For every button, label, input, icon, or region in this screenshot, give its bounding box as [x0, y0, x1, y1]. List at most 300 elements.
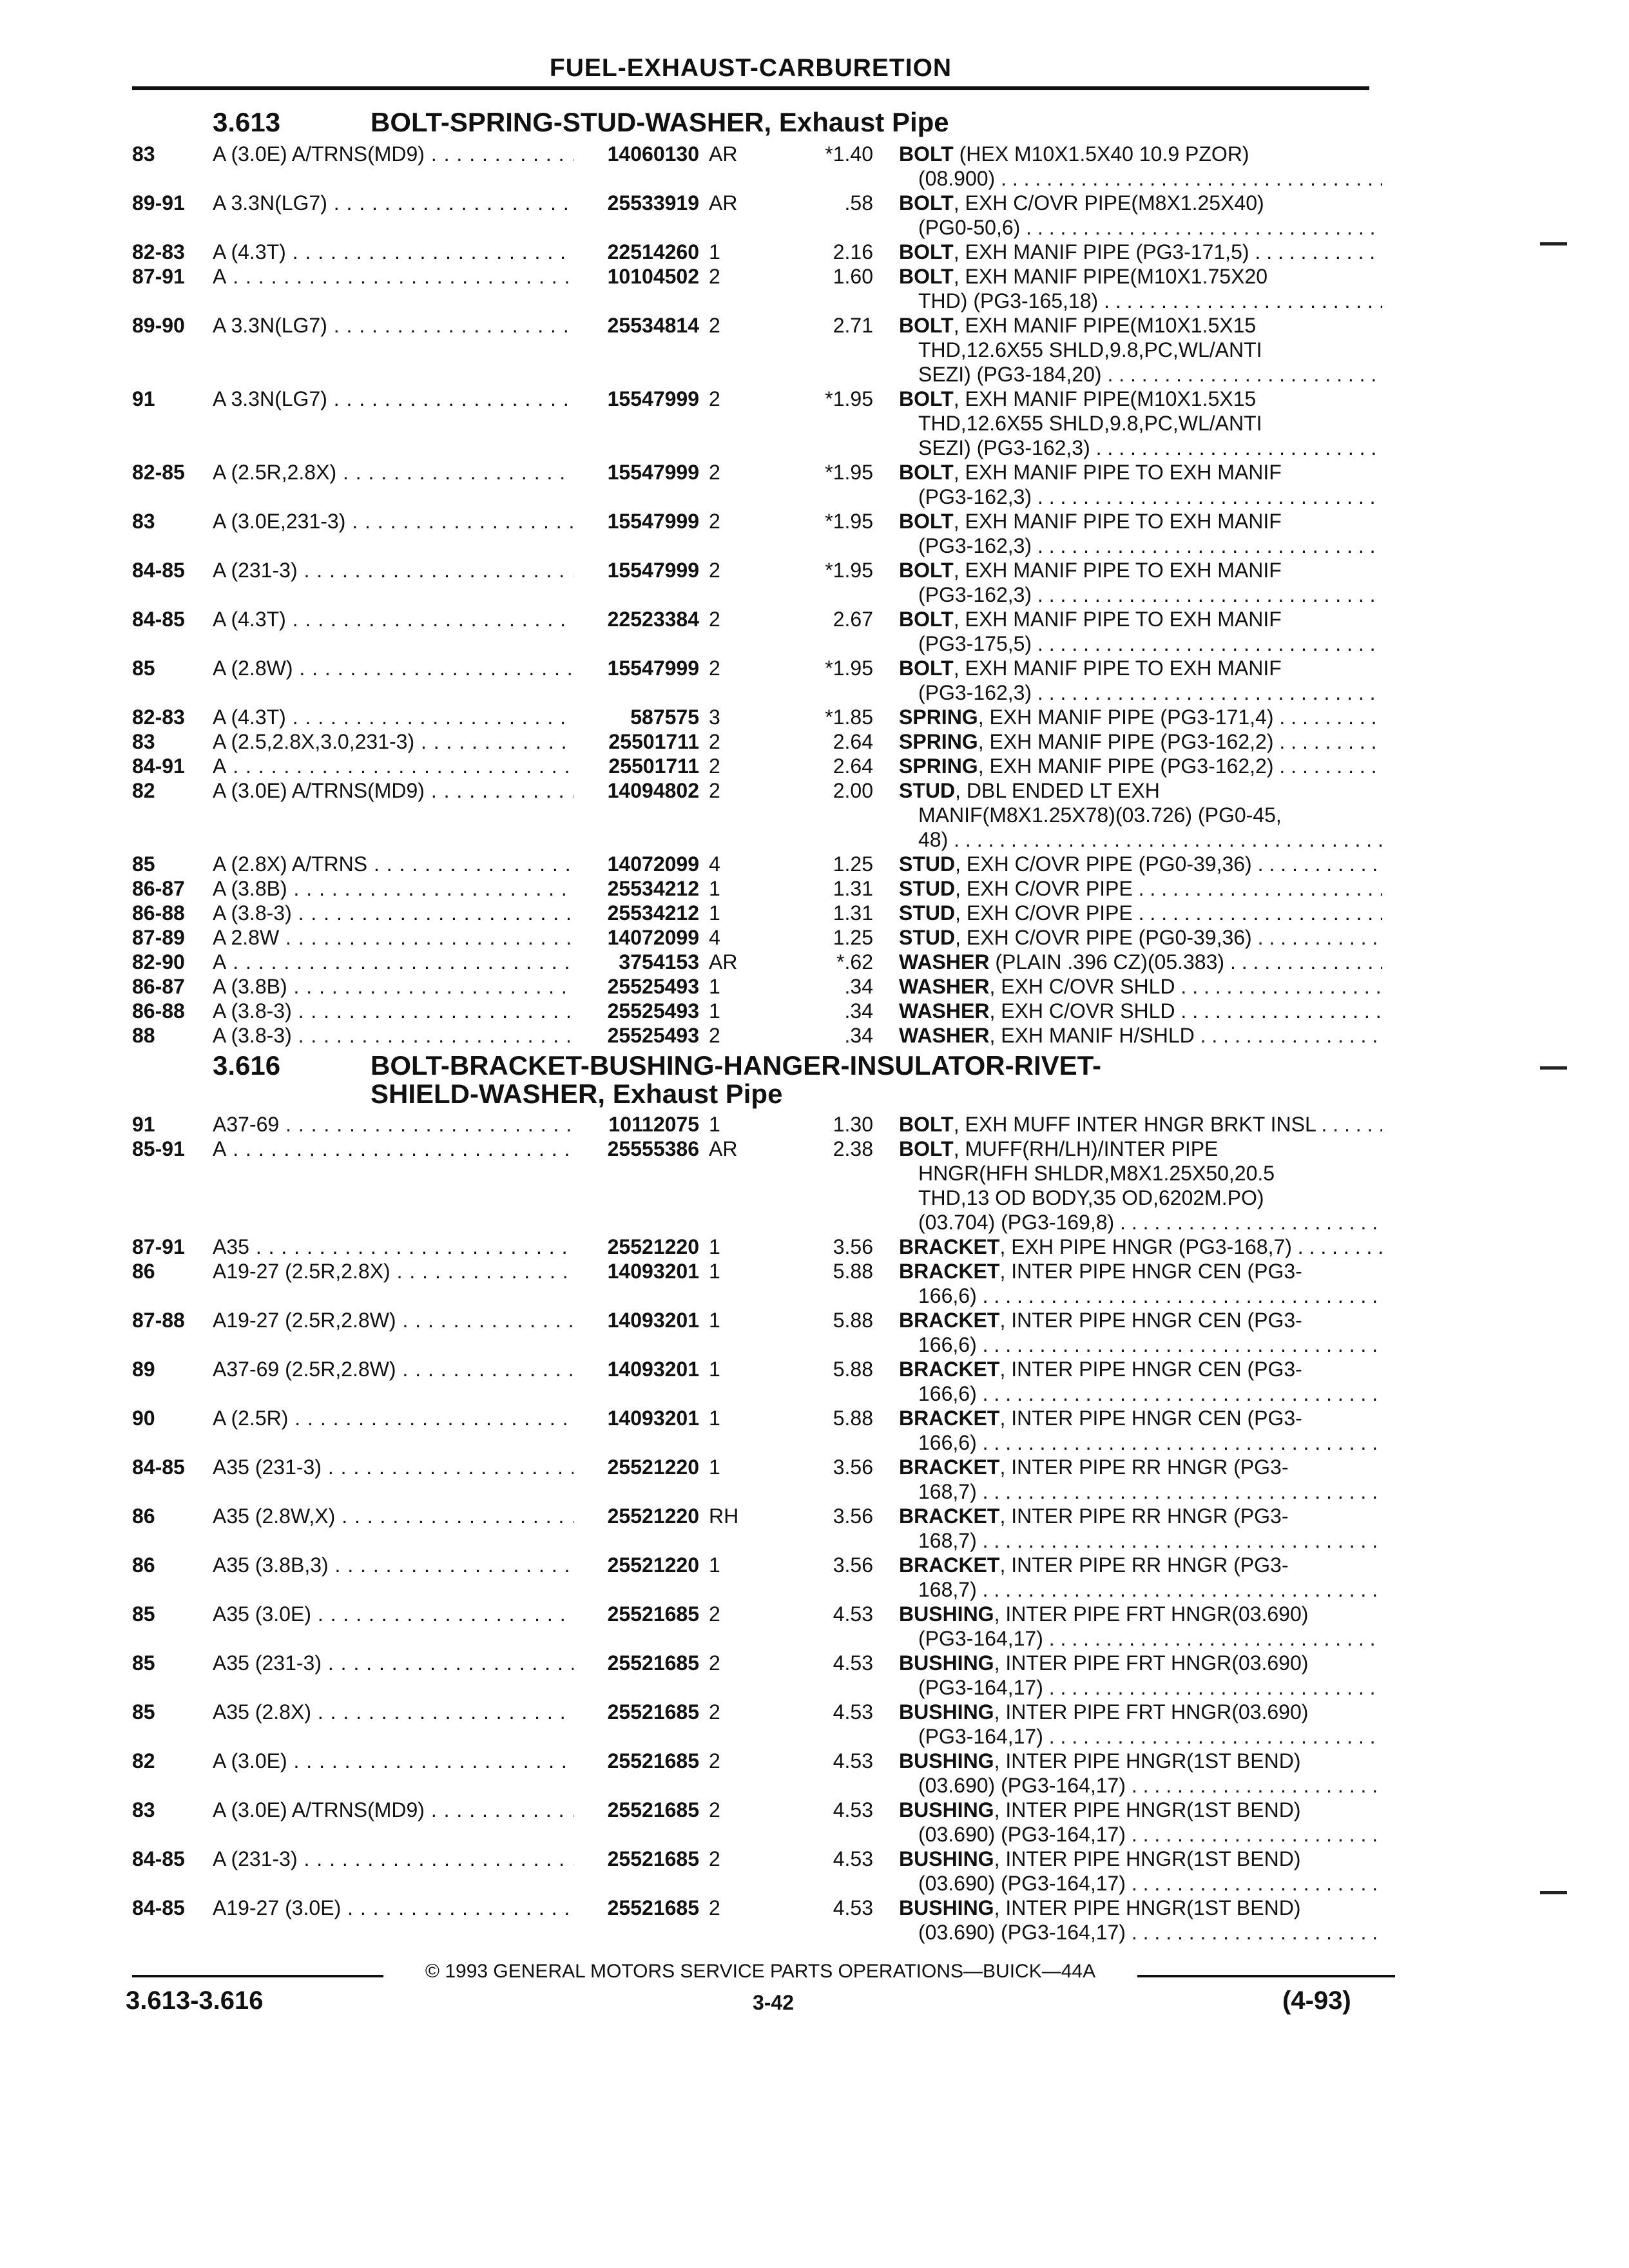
- description-line: BUSHING, INTER PIPE FRT HNGR(03.690): [899, 1700, 1309, 1724]
- part-description: [899, 558, 1382, 607]
- part-number: 25501711: [608, 730, 699, 753]
- description-line: BOLT, EXH C/OVR PIPE(M8X1.25X40): [899, 191, 1264, 215]
- quantity: 1: [709, 975, 720, 998]
- footer-rule: [1137, 1975, 1395, 1977]
- part-number: 14094802: [607, 779, 699, 802]
- part-description: [899, 1749, 1382, 1798]
- model-applicability: A (3.8-3) . . .: [213, 1023, 574, 1048]
- part-number: 14093201: [607, 1260, 699, 1283]
- model-years: 83: [132, 730, 155, 753]
- description-line: STUD, EXH C/OVR PIPE . . .: [899, 876, 1382, 901]
- part-keyword: BOLT: [899, 314, 954, 337]
- model-applicability: A 3.3N(LG7) . . .: [213, 387, 574, 411]
- model-years: 82: [132, 779, 155, 802]
- description-line: BOLT, EXH MANIF PIPE TO EXH MANIF: [899, 461, 1282, 484]
- part-description: [899, 656, 1382, 705]
- section-title-3616: [213, 1050, 1101, 1109]
- part-description: [899, 1406, 1382, 1455]
- description-line: BRACKET, INTER PIPE HNGR CEN (PG3-: [899, 1260, 1302, 1283]
- part-number: 3754153: [619, 950, 699, 974]
- price: *1.85: [825, 706, 873, 729]
- model-years: 89-90: [132, 314, 185, 337]
- quantity: AR: [709, 1137, 738, 1160]
- model-applicability: A35 (231-3) . . .: [213, 1651, 574, 1675]
- part-description: [899, 1023, 1382, 1048]
- part-keyword: BRACKET: [899, 1309, 1000, 1332]
- model-applicability: A . . .: [213, 950, 574, 974]
- part-keyword: BRACKET: [899, 1235, 1000, 1258]
- model-years: 86-88: [132, 901, 185, 925]
- margin-mark: [1540, 1891, 1567, 1894]
- part-keyword: STUD: [899, 877, 956, 900]
- part-number: 10104502: [607, 265, 699, 288]
- part-keyword: BUSHING: [899, 1700, 994, 1724]
- part-keyword: BRACKET: [899, 1358, 1000, 1381]
- part-number: 25525493: [607, 999, 699, 1023]
- quantity: 3: [709, 706, 720, 729]
- description-line: 168,7) . . .: [899, 1528, 1382, 1553]
- part-description: [899, 1700, 1382, 1749]
- price: 4.53: [833, 1651, 873, 1675]
- model-applicability: A . . .: [213, 754, 574, 778]
- quantity: AR: [709, 191, 738, 215]
- model-applicability: A (2.5,2.8X,3.0,231-3) . . .: [213, 729, 574, 754]
- description-line: THD) (PG3-165,18) . . .: [899, 289, 1382, 313]
- model-applicability: A (3.0E) A/TRNS(MD9) . . .: [213, 142, 574, 166]
- model-years: 82-85: [132, 461, 185, 484]
- part-number: 25525493: [607, 975, 699, 998]
- part-description: [899, 313, 1382, 387]
- description-line: BUSHING, INTER PIPE HNGR(1ST BEND): [899, 1847, 1301, 1870]
- description-line: WASHER, EXH MANIF H/SHLD . . .: [899, 1023, 1382, 1048]
- part-keyword: BOLT: [899, 240, 954, 264]
- description-line: (03.690) (PG3-164,17) . . .: [899, 1920, 1382, 1945]
- footer-rule: [132, 1975, 383, 1977]
- price: 3.56: [833, 1504, 873, 1528]
- description-line: BOLT, EXH MUFF INTER HNGR BRKT INSL . . .: [899, 1112, 1382, 1137]
- model-years: 86-87: [132, 975, 185, 998]
- model-years: 87-89: [132, 926, 185, 949]
- part-number: 14060130: [607, 142, 699, 166]
- price: *1.95: [825, 559, 873, 582]
- part-keyword: BOLT: [899, 657, 954, 680]
- description-line: (03.704) (PG3-169,8) . . .: [899, 1210, 1382, 1235]
- part-description: [899, 999, 1382, 1023]
- part-description: [899, 1504, 1382, 1553]
- quantity: 2: [709, 1896, 720, 1919]
- description-line: BOLT (HEX M10X1.5X40 10.9 PZOR): [899, 142, 1249, 166]
- part-number: 14072099: [607, 926, 699, 949]
- part-number: 14093201: [607, 1309, 699, 1332]
- part-keyword: BOLT: [899, 142, 954, 166]
- model-applicability: A (3.8B) . . .: [213, 876, 574, 901]
- description-line: BOLT, EXH MANIF PIPE(M10X1.5X15: [899, 387, 1257, 410]
- description-line: 166,6) . . .: [899, 1430, 1382, 1455]
- part-description: [899, 1308, 1382, 1357]
- part-number: 25501711: [608, 754, 699, 778]
- model-years: 82: [132, 1749, 155, 1773]
- part-number: 25555386: [607, 1137, 699, 1160]
- model-years: 91: [132, 387, 155, 410]
- section-number: 3.613: [213, 107, 281, 137]
- quantity: 1: [709, 1553, 720, 1577]
- margin-mark: [1540, 242, 1567, 245]
- part-description: [899, 950, 1382, 974]
- model-applicability: A (3.0E) A/TRNS(MD9) . . .: [213, 1798, 574, 1822]
- quantity: 2: [709, 559, 720, 582]
- quantity: 2: [709, 657, 720, 680]
- description-line: STUD, EXH C/OVR PIPE . . .: [899, 901, 1382, 925]
- part-keyword: BUSHING: [899, 1749, 994, 1773]
- part-keyword: STUD: [899, 901, 956, 925]
- part-number: 25521685: [607, 1798, 699, 1821]
- part-description: [899, 901, 1382, 925]
- model-years: 85: [132, 852, 155, 876]
- model-years: 83: [132, 142, 155, 166]
- price: 4.53: [833, 1798, 873, 1821]
- description-line: BOLT, MUFF(RH/LH)/INTER PIPE: [899, 1137, 1219, 1160]
- description-line: SPRING, EXH MANIF PIPE (PG3-171,4) . . .: [899, 705, 1382, 729]
- description-line: 166,6) . . .: [899, 1332, 1382, 1357]
- quantity: 2: [709, 314, 720, 337]
- model-applicability: A19-27 (3.0E) . . .: [213, 1896, 574, 1920]
- quantity: 2: [709, 1024, 720, 1047]
- description-line: BRACKET, EXH PIPE HNGR (PG3-168,7) . . .: [899, 1235, 1382, 1259]
- quantity: 2: [709, 387, 720, 410]
- model-applicability: A 2.8W . . .: [213, 925, 574, 950]
- part-keyword: STUD: [899, 852, 956, 876]
- description-line: 166,6) . . .: [899, 1381, 1382, 1406]
- part-number: 25521220: [607, 1456, 699, 1479]
- description-line: (PG3-164,17) . . .: [899, 1724, 1382, 1749]
- price: 5.88: [833, 1358, 873, 1381]
- model-years: 82-83: [132, 706, 185, 729]
- page-number: 3-42: [752, 1991, 795, 2014]
- part-keyword: BOLT: [899, 559, 954, 582]
- price: 3.56: [833, 1235, 873, 1258]
- description-line: BRACKET, INTER PIPE HNGR CEN (PG3-: [899, 1358, 1302, 1381]
- model-years: 84-85: [132, 1847, 185, 1870]
- model-years: 87-88: [132, 1309, 185, 1332]
- quantity: AR: [709, 142, 738, 166]
- part-keyword: BRACKET: [899, 1553, 1000, 1577]
- quantity: AR: [709, 950, 738, 974]
- description-line: SPRING, EXH MANIF PIPE (PG3-162,2) . . .: [899, 729, 1382, 754]
- part-number: 25534212: [607, 901, 699, 925]
- description-line: 168,7) . . .: [899, 1479, 1382, 1504]
- quantity: 2: [709, 1847, 720, 1870]
- section-kind: Exhaust Pipe: [778, 107, 949, 137]
- description-line: (PG3-164,17) . . .: [899, 1626, 1382, 1651]
- description-line: 48) . . .: [899, 827, 1382, 852]
- part-description: [899, 1259, 1382, 1308]
- part-number: 15547999: [607, 559, 699, 582]
- price: 1.25: [833, 852, 873, 876]
- model-applicability: A (2.5R,2.8X) . . .: [213, 460, 574, 485]
- description-line: BOLT, EXH MANIF PIPE TO EXH MANIF: [899, 657, 1282, 680]
- quantity: 1: [709, 999, 720, 1023]
- model-applicability: A35 (231-3) . . .: [213, 1455, 574, 1479]
- part-description: [899, 876, 1382, 901]
- model-applicability: A19-27 (2.5R,2.8W) . . .: [213, 1308, 574, 1332]
- part-description: [899, 1798, 1382, 1847]
- part-number: 25525493: [607, 1024, 699, 1047]
- price: 4.53: [833, 1602, 873, 1626]
- price: 2.64: [833, 730, 873, 753]
- quantity: 2: [709, 730, 720, 753]
- description-line: WASHER, EXH C/OVR SHLD . . .: [899, 999, 1382, 1023]
- price: 3.56: [833, 1553, 873, 1577]
- part-keyword: BRACKET: [899, 1456, 1000, 1479]
- model-years: 83: [132, 1798, 155, 1821]
- price: .34: [844, 999, 873, 1023]
- footer-copyright: © 1993 GENERAL MOTORS SERVICE PARTS OPERATIONS—BUICK—44A: [425, 1961, 1096, 1982]
- model-applicability: A (4.3T) . . .: [213, 240, 574, 264]
- model-applicability: A35 . . .: [213, 1235, 574, 1259]
- part-keyword: BOLT: [899, 265, 954, 288]
- part-number: 25521685: [607, 1847, 699, 1870]
- quantity: 4: [709, 852, 720, 876]
- model-applicability: A 3.3N(LG7) . . .: [213, 191, 574, 215]
- part-keyword: WASHER: [899, 999, 990, 1023]
- model-applicability: A (2.5R) . . .: [213, 1406, 574, 1430]
- quantity: 1: [709, 1260, 720, 1283]
- part-number: 15547999: [607, 510, 699, 533]
- description-line: (03.690) (PG3-164,17) . . .: [899, 1871, 1382, 1896]
- description-line: BRACKET, INTER PIPE RR HNGR (PG3-: [899, 1504, 1289, 1528]
- part-description: [899, 387, 1382, 460]
- part-number: 14093201: [607, 1407, 699, 1430]
- price: 2.38: [833, 1137, 873, 1160]
- description-line: THD,12.6X55 SHLD,9.8,PC,WL/ANTI: [918, 338, 1262, 361]
- quantity: 2: [709, 1700, 720, 1724]
- section-kind: Exhaust Pipe: [612, 1079, 783, 1109]
- part-description: [899, 1896, 1382, 1945]
- part-keyword: BUSHING: [899, 1602, 994, 1626]
- price: .34: [844, 1024, 873, 1047]
- model-years: 85: [132, 1602, 155, 1626]
- description-line: MANIF(M8X1.25X78)(03.726) (PG0-45,: [918, 803, 1282, 827]
- part-number: 587575: [630, 706, 699, 729]
- quantity: 1: [709, 1407, 720, 1430]
- model-applicability: A35 (3.8B,3) . . .: [213, 1553, 574, 1577]
- section-number: 3.616: [213, 1050, 281, 1081]
- part-number: 14072099: [607, 852, 699, 876]
- part-number: 25521685: [607, 1749, 699, 1773]
- quantity: 1: [709, 240, 720, 264]
- model-years: 84-85: [132, 1456, 185, 1479]
- header-rule: [132, 86, 1369, 90]
- description-line: SPRING, EXH MANIF PIPE (PG3-162,2) . . .: [899, 754, 1382, 778]
- part-number: 22523384: [607, 608, 699, 631]
- part-keyword: WASHER: [899, 1024, 990, 1047]
- model-applicability: A 3.3N(LG7) . . .: [213, 313, 574, 338]
- part-number: 25521220: [607, 1235, 699, 1258]
- part-keyword: BUSHING: [899, 1798, 994, 1821]
- part-description: [899, 240, 1382, 264]
- part-keyword: STUD: [899, 926, 956, 949]
- section-title-3613: [213, 107, 949, 138]
- model-years: 85: [132, 1651, 155, 1675]
- price: 1.30: [833, 1113, 873, 1136]
- part-keyword: BOLT: [899, 1137, 954, 1160]
- price: *1.40: [825, 142, 873, 166]
- description-line: (PG3-164,17) . . .: [899, 1675, 1382, 1700]
- footer-section-range: 3.613-3.616: [126, 1986, 264, 2015]
- model-years: 86-87: [132, 877, 185, 900]
- part-description: [899, 1137, 1382, 1235]
- description-line: 166,6) . . .: [899, 1283, 1382, 1308]
- price: 3.56: [833, 1456, 873, 1479]
- quantity: RH: [709, 1504, 739, 1528]
- quantity: 2: [709, 754, 720, 778]
- part-keyword: BRACKET: [899, 1504, 1000, 1528]
- model-applicability: A37-69 . . .: [213, 1112, 574, 1137]
- part-keyword: BOLT: [899, 461, 954, 484]
- section-heading: BOLT-BRACKET-BUSHING-HANGER-INSULATOR-RIVET-: [371, 1050, 1101, 1081]
- description-line: BUSHING, INTER PIPE HNGR(1ST BEND): [899, 1749, 1301, 1773]
- description-line: WASHER (PLAIN .396 CZ)(05.383) . . .: [899, 950, 1382, 974]
- part-number: 25533919: [607, 191, 699, 215]
- part-keyword: BOLT: [899, 191, 954, 215]
- price: 5.88: [833, 1260, 873, 1283]
- model-applicability: A19-27 (2.5R,2.8X) . . .: [213, 1259, 574, 1283]
- part-number: 25521685: [607, 1602, 699, 1626]
- model-applicability: A (3.0E) . . .: [213, 1749, 574, 1773]
- model-years: 87-91: [132, 1235, 185, 1258]
- section-heading-continued: SHIELD-WASHER, Exhaust Pipe: [371, 1079, 783, 1109]
- price: 4.53: [833, 1847, 873, 1870]
- description-line: (PG3-162,3) . . .: [899, 485, 1382, 509]
- description-line: BRACKET, INTER PIPE RR HNGR (PG3-: [899, 1553, 1289, 1577]
- part-keyword: SPRING: [899, 706, 978, 729]
- quantity: 4: [709, 926, 720, 949]
- model-applicability: A (4.3T) . . .: [213, 607, 574, 631]
- description-line: SEZI) (PG3-162,3) . . .: [899, 436, 1382, 460]
- part-description: [899, 1553, 1382, 1602]
- price: 1.31: [833, 877, 873, 900]
- part-keyword: BUSHING: [899, 1896, 994, 1919]
- quantity: 2: [709, 461, 720, 484]
- price: 1.60: [833, 265, 873, 288]
- description-line: (03.690) (PG3-164,17) . . .: [899, 1822, 1382, 1847]
- quantity: 1: [709, 1358, 720, 1381]
- price: 5.88: [833, 1407, 873, 1430]
- quantity: 2: [709, 510, 720, 533]
- model-years: 85-91: [132, 1137, 185, 1160]
- description-line: STUD, EXH C/OVR PIPE (PG0-39,36) . . .: [899, 925, 1382, 950]
- part-number: 22514260: [607, 240, 699, 264]
- price: 5.88: [833, 1309, 873, 1332]
- price: *.62: [836, 950, 873, 974]
- description-line: BOLT, EXH MANIF PIPE(M10X1.75X20: [899, 265, 1268, 288]
- price: 2.16: [833, 240, 873, 264]
- part-keyword: WASHER: [899, 975, 990, 998]
- part-keyword: WASHER: [899, 950, 990, 974]
- part-number: 25521220: [607, 1504, 699, 1528]
- model-years: 85: [132, 1700, 155, 1724]
- price: .58: [844, 191, 873, 215]
- description-line: (PG3-175,5) . . .: [899, 631, 1382, 656]
- quantity: 1: [709, 1456, 720, 1479]
- model-applicability: A (4.3T) . . .: [213, 705, 574, 729]
- description-line: (08.900) . . .: [899, 166, 1382, 191]
- model-applicability: A (231-3) . . .: [213, 558, 574, 582]
- model-applicability: A35 (2.8X) . . .: [213, 1700, 574, 1724]
- quantity: 2: [709, 779, 720, 802]
- description-line: BOLT, EXH MANIF PIPE TO EXH MANIF: [899, 559, 1282, 582]
- part-number: 25534212: [607, 877, 699, 900]
- description-line: BRACKET, INTER PIPE HNGR CEN (PG3-: [899, 1407, 1302, 1430]
- part-description: [899, 142, 1382, 191]
- model-years: 89: [132, 1358, 155, 1381]
- description-line: (PG3-162,3) . . .: [899, 680, 1382, 705]
- quantity: 2: [709, 1798, 720, 1821]
- price: *1.95: [825, 461, 873, 484]
- model-applicability: A (2.8W) . . .: [213, 656, 574, 680]
- model-years: 87-91: [132, 265, 185, 288]
- part-description: [899, 974, 1382, 999]
- description-line: 168,7) . . .: [899, 1577, 1382, 1602]
- part-keyword: BUSHING: [899, 1847, 994, 1870]
- part-description: [899, 1602, 1382, 1651]
- model-years: 85: [132, 657, 155, 680]
- description-line: (PG3-162,3) . . .: [899, 533, 1382, 558]
- quantity: 2: [709, 608, 720, 631]
- part-description: [899, 754, 1382, 778]
- price: .34: [844, 975, 873, 998]
- part-description: [899, 264, 1382, 313]
- model-applicability: A (2.8X) A/TRNS . . .: [213, 852, 574, 876]
- price: 4.53: [833, 1749, 873, 1773]
- price: 4.53: [833, 1700, 873, 1724]
- description-line: HNGR(HFH SHLDR,M8X1.25X50,20.5: [918, 1162, 1275, 1185]
- description-line: THD,12.6X55 SHLD,9.8,PC,WL/ANTI: [918, 412, 1262, 435]
- model-applicability: A . . .: [213, 1137, 574, 1161]
- quantity: 2: [709, 265, 720, 288]
- margin-mark: [1540, 1066, 1567, 1070]
- description-line: (03.690) (PG3-164,17) . . .: [899, 1773, 1382, 1798]
- model-applicability: A35 (2.8W,X) . . .: [213, 1504, 574, 1528]
- part-description: [899, 1235, 1382, 1259]
- part-keyword: BRACKET: [899, 1407, 1000, 1430]
- description-line: THD,13 OD BODY,35 OD,6202M.PO): [918, 1186, 1264, 1209]
- model-years: 86: [132, 1504, 155, 1528]
- price: *1.95: [825, 510, 873, 533]
- price: 2.71: [833, 314, 873, 337]
- part-number: 14093201: [607, 1358, 699, 1381]
- model-applicability: A (3.8B) . . .: [213, 974, 574, 999]
- description-line: STUD, EXH C/OVR PIPE (PG0-39,36) . . .: [899, 852, 1382, 876]
- part-number: 15547999: [607, 461, 699, 484]
- part-keyword: BOLT: [899, 608, 954, 631]
- price: 1.25: [833, 926, 873, 949]
- description-line: WASHER, EXH C/OVR SHLD . . .: [899, 974, 1382, 999]
- part-description: [899, 191, 1382, 240]
- description-line: BOLT, EXH MANIF PIPE TO EXH MANIF: [899, 510, 1282, 533]
- part-description: [899, 925, 1382, 950]
- price: 2.00: [833, 779, 873, 802]
- part-number: 25521685: [607, 1896, 699, 1919]
- model-years: 86: [132, 1553, 155, 1577]
- part-description: [899, 729, 1382, 754]
- description-line: BUSHING, INTER PIPE FRT HNGR(03.690): [899, 1602, 1309, 1626]
- description-line: BRACKET, INTER PIPE RR HNGR (PG3-: [899, 1456, 1289, 1479]
- part-keyword: BOLT: [899, 387, 954, 410]
- part-keyword: BOLT: [899, 510, 954, 533]
- part-description: [899, 509, 1382, 558]
- description-line: (PG0-50,6) . . .: [899, 215, 1382, 240]
